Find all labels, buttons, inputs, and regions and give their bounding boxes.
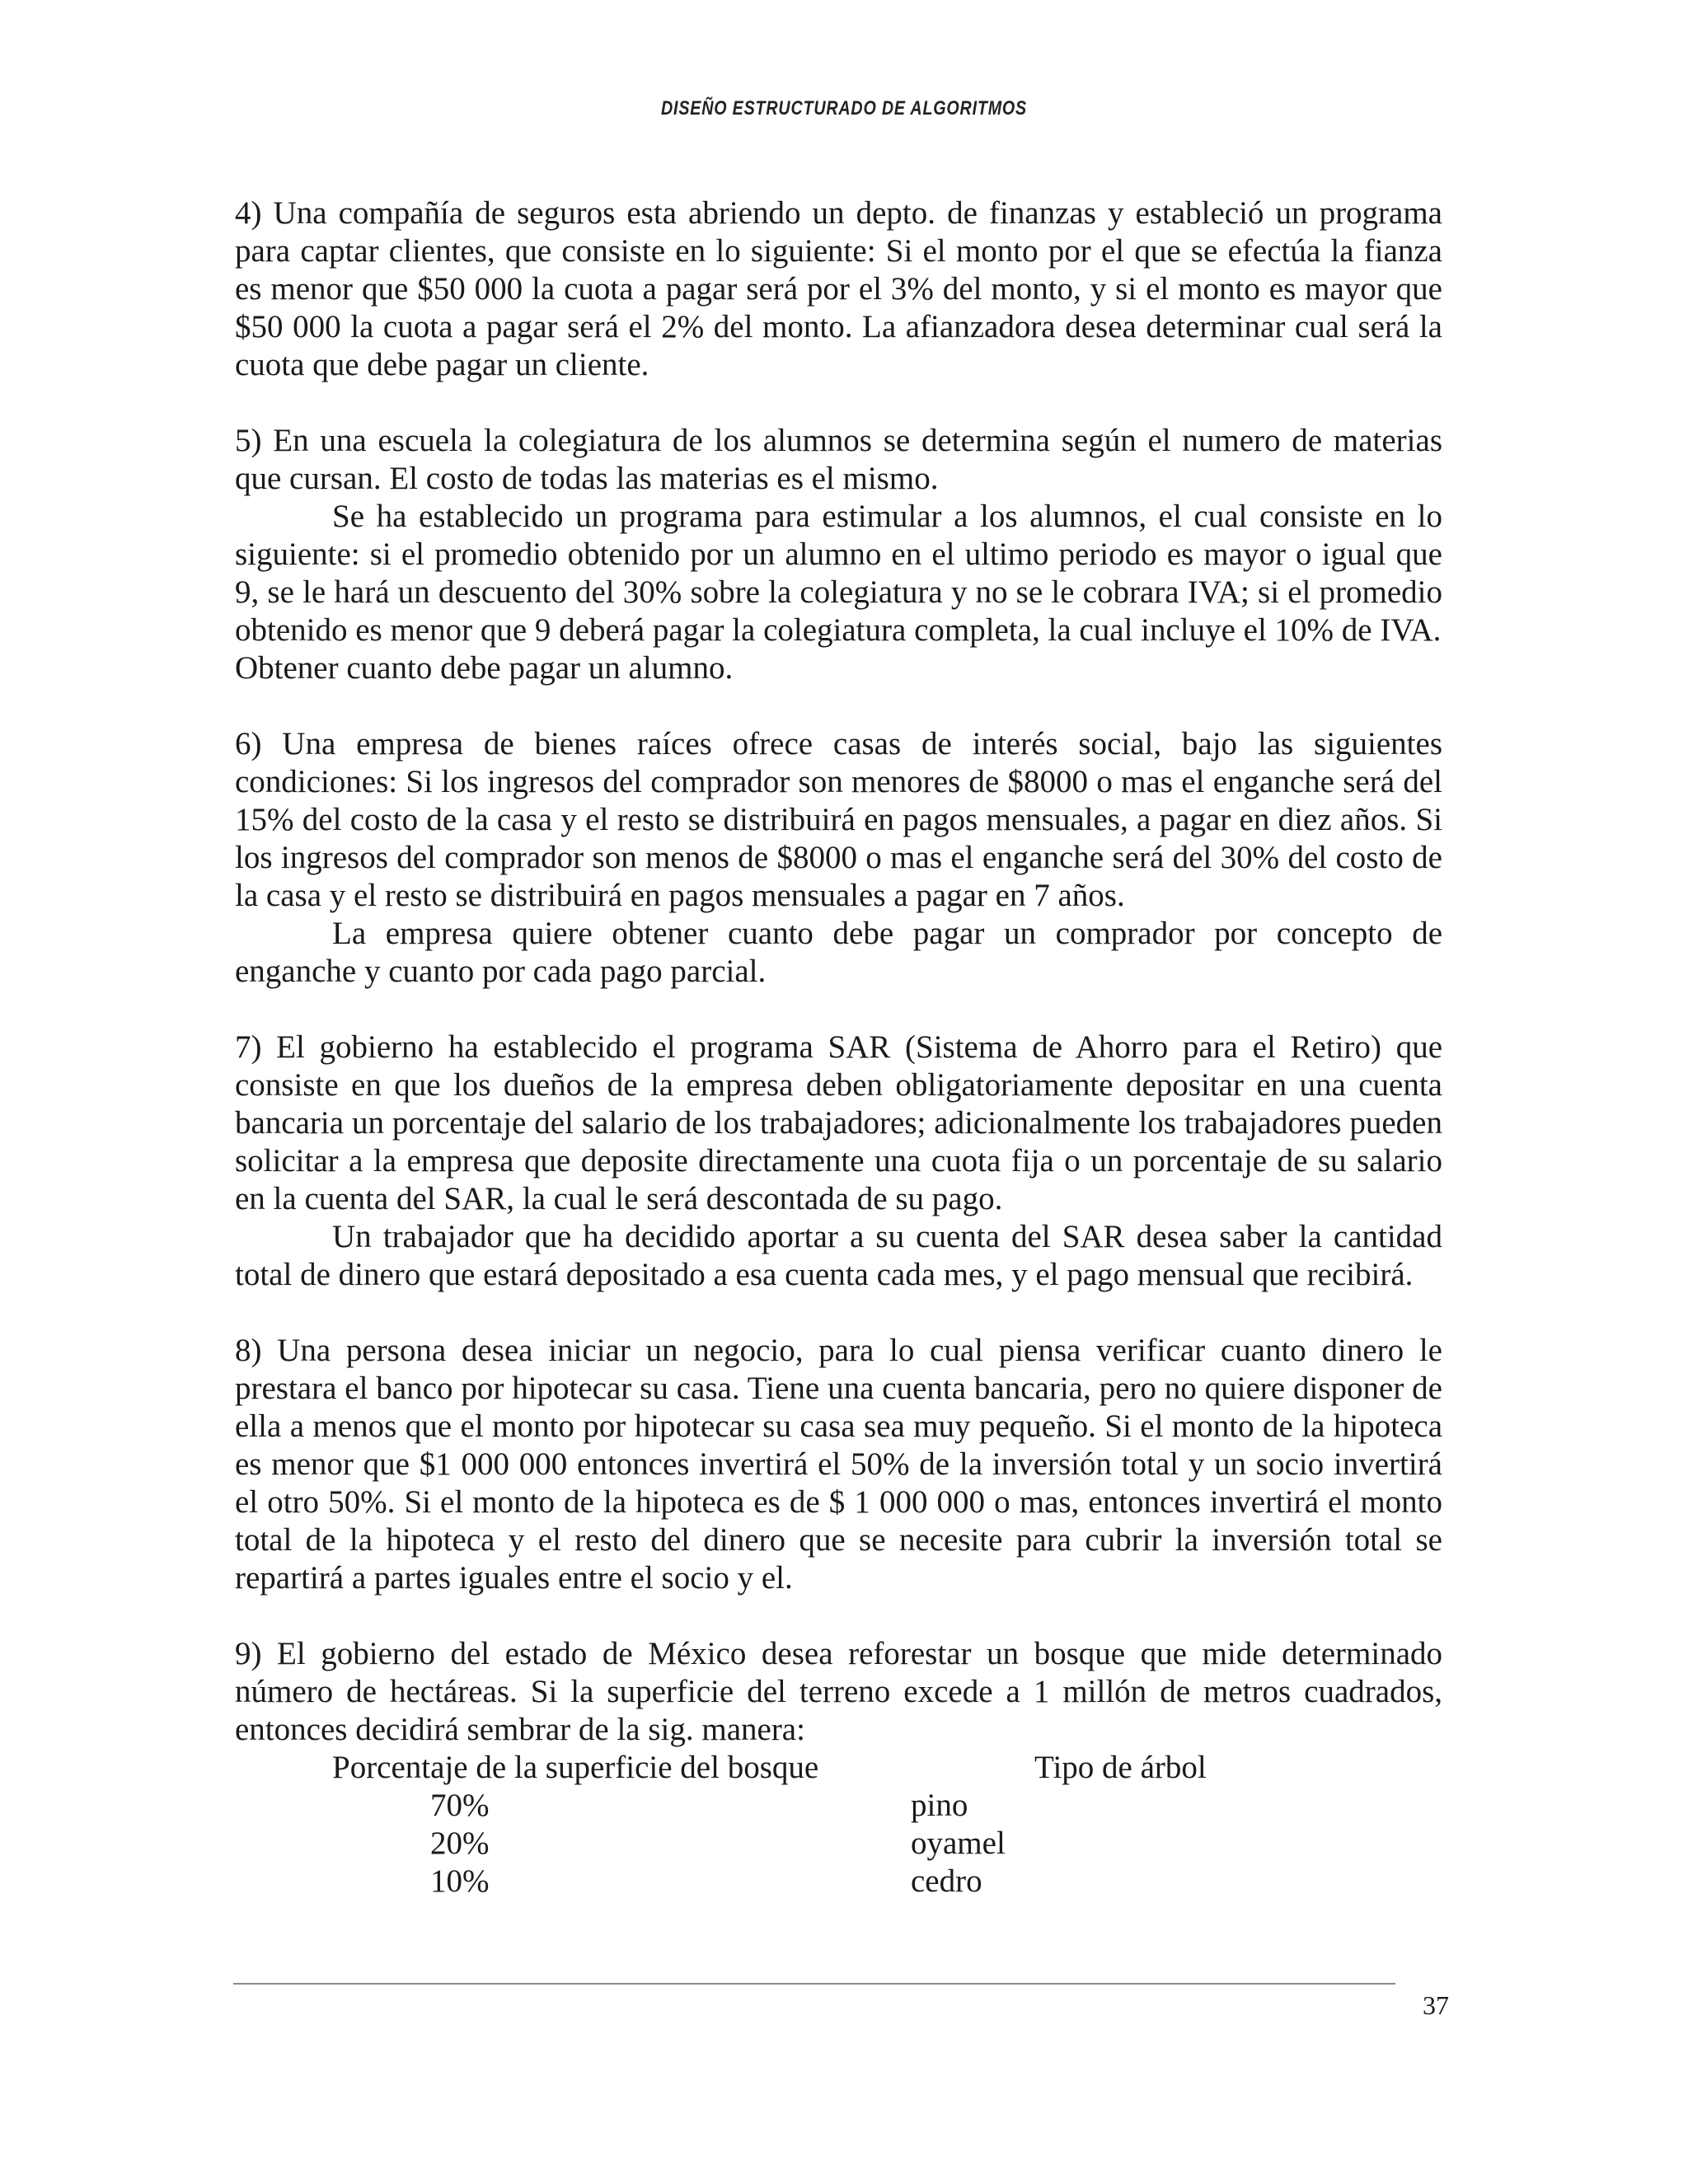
- exercise-5-question: Obtener cuanto debe pagar un alumno.: [235, 650, 734, 686]
- cell-percent: 20%: [430, 1825, 490, 1861]
- page-number: 37: [1423, 1990, 1449, 2020]
- running-header: DISEÑO ESTRUCTURADO DE ALGORITMOS: [660, 97, 1027, 120]
- table-row: [235, 1825, 1442, 1863]
- cell-percent: 10%: [430, 1863, 490, 1899]
- exercise-4: 4) Una compañía de seguros esta abriendo un depto. de finanzas y estableció un programa para captar clientes, que consiste en lo siguiente: Si el monto por el que se efectúa la fianza es menor que $50 000 la cuota a pagar será por el 3% del monto, y si el monto es mayor que $50 000 la cuota a pagar será el 2% del monto. La afianzadora desea determinar cual será la cuota que debe pagar un cliente.: [235, 195, 1442, 382]
- column-header-tree: Tipo de árbol: [1034, 1750, 1207, 1785]
- table-row: [235, 1863, 1442, 1900]
- cell-tree: cedro: [911, 1863, 982, 1899]
- cell-percent: 70%: [430, 1788, 490, 1823]
- tree-percentage-table: [235, 1749, 1442, 1900]
- exercise-9: 9) El gobierno del estado de México desea reforestar un bosque que mide determinado número de hectáreas. Si la superficie del terreno excede a 1 millón de metros cuadrados, entonces decidirá sembrar de la sig. manera:: [235, 1636, 1442, 1747]
- exercise-6-question: La empresa quiere obtener cuanto debe pagar un comprador por concepto de enganche y cuanto por cada pago parcial.: [235, 916, 1442, 989]
- exercise-5-intro: 5) En una escuela la colegiatura de los alumnos se determina según el numero de materias que cursan. El costo de todas las materias es el mismo.: [235, 423, 1442, 496]
- exercise-8: 8) Una persona desea iniciar un negocio, para lo cual piensa verificar cuanto dinero le prestara el banco por hipotecar su casa. Tiene una cuenta bancaria, pero no quiere disponer de ella a menos que el monto por hipotecar su casa sea muy pequeño. Si el monto de la hipoteca es menor que $1 000 000 entonces invertirá el 50% de la inversión total y un socio invertirá el otro 50%. Si el monto de la hipoteca es de $ 1 000 000 o mas, entonces invertirá el monto total de la hipoteca y el resto del dinero que se necesite para cubrir la inversión total se repartirá a partes iguales entre el socio y el.: [235, 1333, 1442, 1596]
- exercise-7-intro: 7) El gobierno ha establecido el programa SAR (Sistema de Ahorro para el Retiro) que consiste en que los dueños de la empresa deben obligatoriamente depositar en una cuenta bancaria un porcentaje del salario de los trabajadores; adicionalmente los trabajadores pueden solicitar a la empresa que deposite directamente una cuota fija o un porcentaje de su salario en la cuenta del SAR, la cual le será descontada de su pago.: [235, 1029, 1442, 1216]
- exercise-7-question: Un trabajador que ha decidido aportar a su cuenta del SAR desea saber la cantidad total de dinero que estará depositado a esa cuenta cada mes, y el pago mensual que recibirá.: [235, 1219, 1442, 1292]
- cell-tree: oyamel: [911, 1825, 1006, 1861]
- exercise-6-intro: 6) Una empresa de bienes raíces ofrece casas de interés social, bajo las siguientes condiciones: Si los ingresos del comprador son menores de $8000 o mas el enganche será del 15% del costo de la casa y el resto se distribuirá en pagos mensuales, a pagar en diez años. Si los ingresos del comprador son menos de $8000 o mas el enganche será del 30% del costo de la casa y el resto se distribuirá en pagos mensuales a pagar en 7 años.: [235, 726, 1442, 913]
- footer-divider: [233, 1983, 1395, 1985]
- cell-tree: pino: [911, 1788, 968, 1823]
- table-header-row: [235, 1749, 1442, 1787]
- column-header-percent: Porcentaje de la superficie del bosque: [332, 1750, 819, 1785]
- page-body: [235, 194, 1442, 1900]
- table-row: [235, 1787, 1442, 1825]
- exercise-5-conditions: Se ha establecido un programa para estimular a los alumnos, el cual consiste en lo siguiente: si el promedio obtenido por un alumno en el ultimo periodo es mayor o igual que 9, se le hará un descuento del 30% sobre la colegiatura y no se le cobrara IVA; si el promedio obtenido es menor que 9 deberá pagar la colegiatura completa, la cual incluye el 10% de IVA.: [235, 499, 1442, 648]
